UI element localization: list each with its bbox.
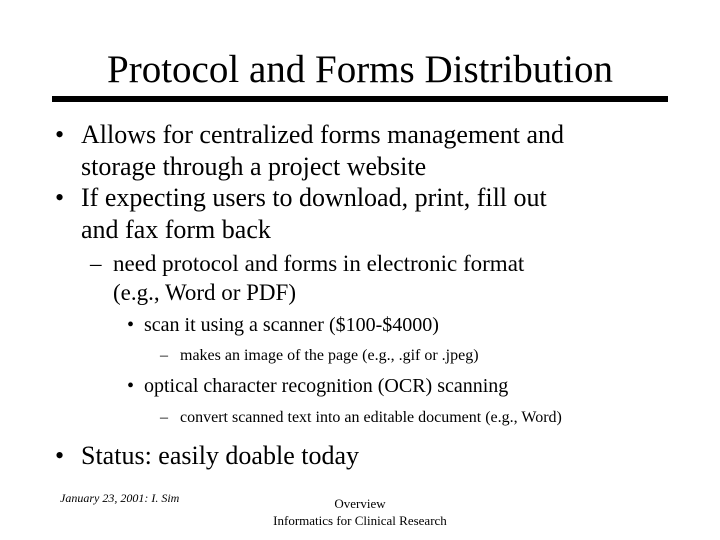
bullet-text-line: Allows for centralized forms management and xyxy=(81,120,564,149)
bullet-text-line: and fax form back xyxy=(81,215,271,244)
footer-center xyxy=(0,495,720,529)
bullet-text-line: scan it using a scanner ($100-$4000) xyxy=(144,314,439,336)
subbullet-scanner xyxy=(127,313,439,338)
footer-section: Overview xyxy=(334,496,386,511)
bullet-text-line: makes an image of the page (e.g., .gif or .jpeg) xyxy=(180,347,479,364)
subbullet-convert-text xyxy=(160,408,562,428)
bullet-text-line: storage through a project website xyxy=(81,152,427,181)
dash-icon: – xyxy=(160,347,168,364)
dash-icon: – xyxy=(90,251,102,276)
subbullet-ocr xyxy=(127,374,508,399)
bullet-icon: • xyxy=(127,314,135,336)
bullet-text-line: Status: easily doable today xyxy=(81,441,360,470)
slide-title: Protocol and Forms Distribution xyxy=(107,48,613,91)
bullet-status xyxy=(55,440,359,472)
bullet-icon: • xyxy=(55,441,65,470)
bullet-download-print-fax xyxy=(55,182,547,246)
bullet-text-line: optical character recognition (OCR) scanning xyxy=(144,375,509,397)
bullet-text-line: (e.g., Word or PDF) xyxy=(113,280,296,305)
subbullet-page-image xyxy=(160,346,479,366)
bullet-text-line: convert scanned text into an editable document (e.g., Word) xyxy=(180,409,562,426)
title-underline xyxy=(52,96,668,102)
bullet-text-line: need protocol and forms in electronic format xyxy=(113,251,525,276)
bullet-icon: • xyxy=(127,375,135,397)
dash-icon: – xyxy=(160,409,168,426)
bullet-icon: • xyxy=(55,120,65,149)
footer-date-author: January 23, 2001: I. Sim xyxy=(60,491,180,505)
bullet-icon: • xyxy=(55,183,65,212)
bullet-centralized-forms xyxy=(55,119,564,183)
bullet-text-line: If expecting users to download, print, fill out xyxy=(81,183,547,212)
footer-course: Informatics for Clinical Research xyxy=(273,513,447,528)
subbullet-electronic-format xyxy=(90,249,524,307)
